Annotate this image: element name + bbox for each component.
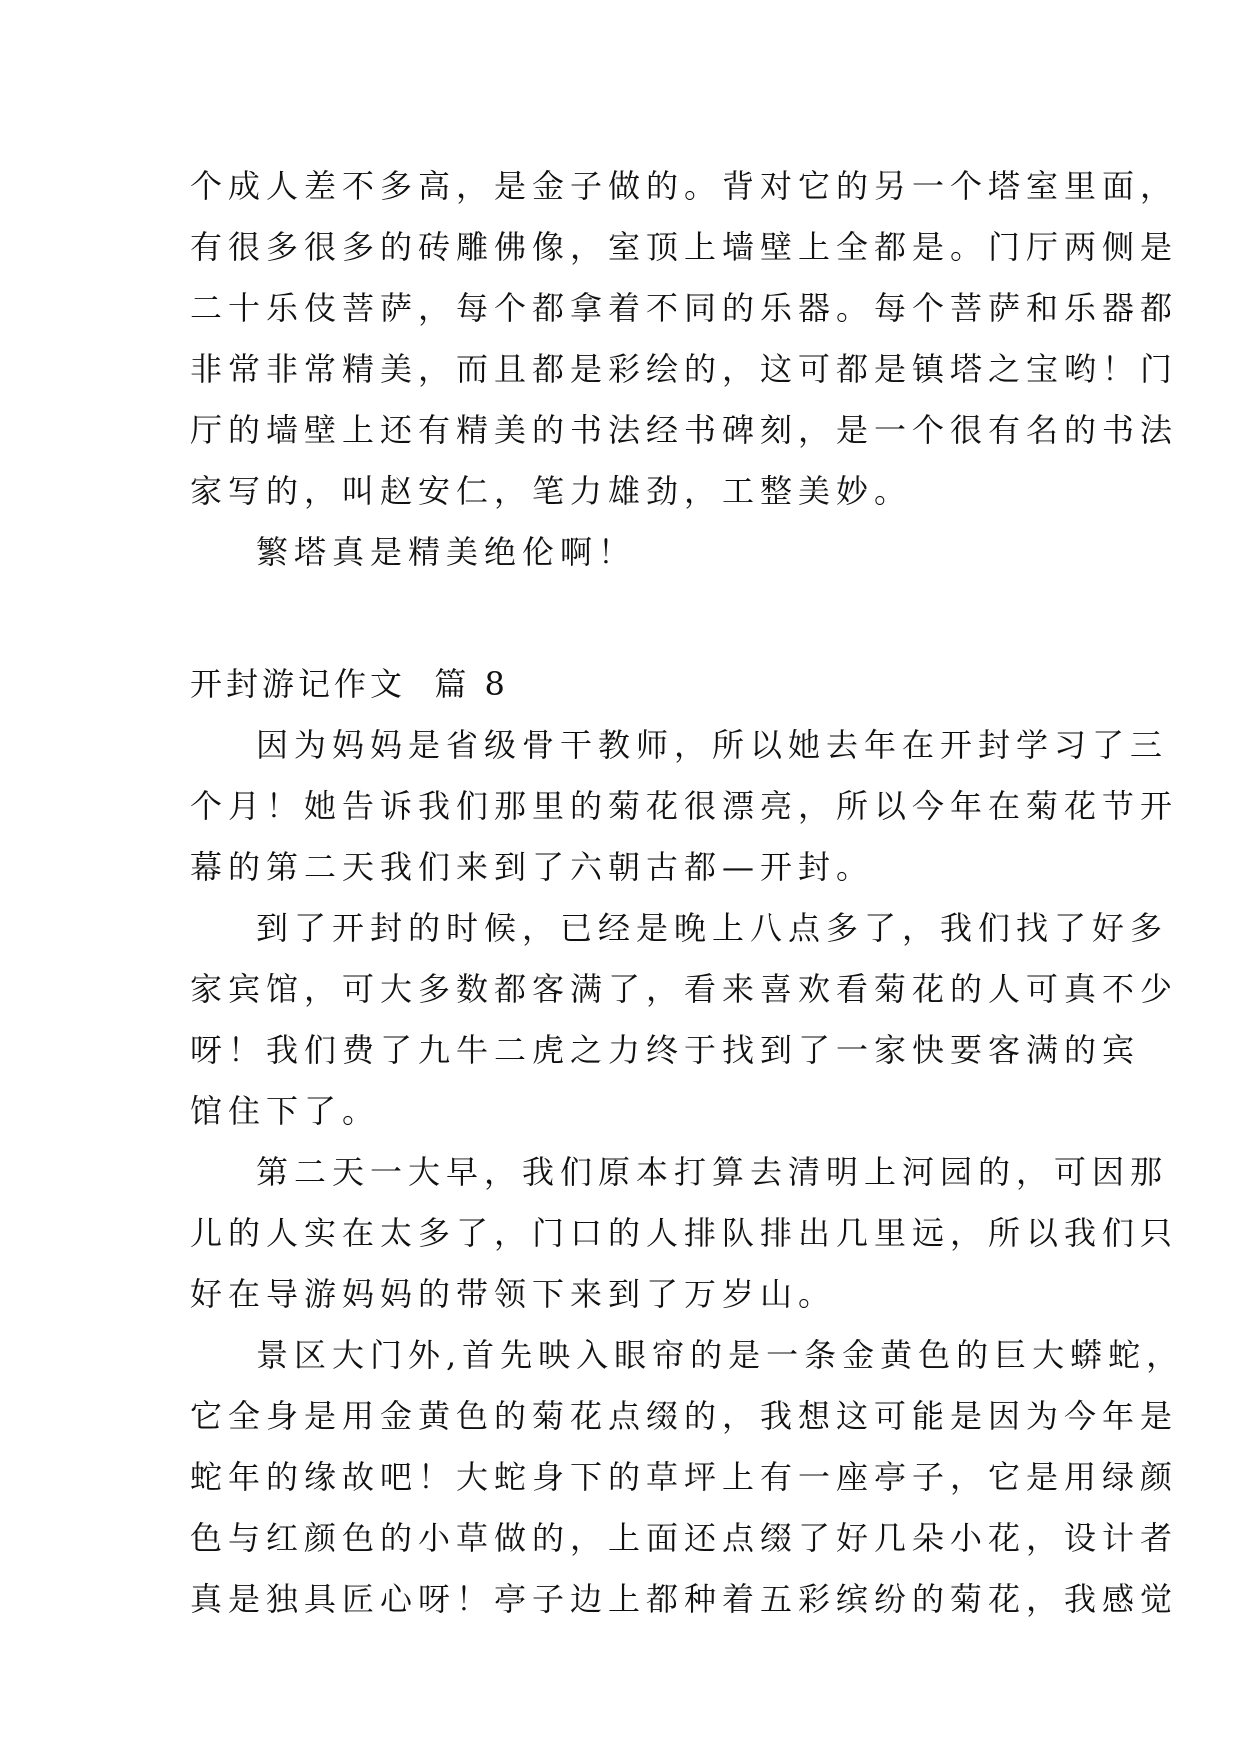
- text-line: 厅的墙壁上还有精美的书法经书碑刻，是一个很有名的书法: [190, 411, 1179, 449]
- text-line: 二十乐伎菩萨，每个都拿着不同的乐器。每个菩萨和乐器都: [190, 289, 1179, 327]
- text-line: 有很多很多的砖雕佛像，室顶上墙壁上全都是。门厅两侧是: [190, 228, 1179, 266]
- paragraph-3: [190, 1142, 1179, 1325]
- text-line: 儿的人实在太多了，门口的人排队排出几里远，所以我们只: [190, 1214, 1179, 1252]
- text-line: 呀！我们费了九牛二虎之力终于找到了一家快要客满的宾: [190, 1031, 1141, 1069]
- text-line: 因为妈妈是省级骨干教师，所以她去年在开封学习了三: [256, 726, 1169, 764]
- text-line: 色与红颜色的小草做的，上面还点缀了好几朵小花，设计者: [190, 1519, 1179, 1557]
- text-line: 到了开封的时候，已经是晚上八点多了，我们找了好多: [256, 909, 1169, 947]
- text-line: 景区大门外,首先映入眼帘的是一条金黄色的巨大蟒蛇，: [256, 1336, 1185, 1374]
- text-line: 家宾馆，可大多数都客满了，看来喜欢看菊花的人可真不少: [190, 970, 1179, 1008]
- section-title: 开封游记作文 篇 8: [190, 665, 509, 703]
- text-line: 家写的，叫赵安仁，笔力雄劲，工整美妙。: [190, 472, 913, 510]
- text-line: 幕的第二天我们来到了六朝古都—开封。: [190, 848, 875, 886]
- paragraph-2: [190, 898, 1179, 1142]
- paragraph-4: [190, 1325, 1185, 1630]
- document-body: [190, 156, 1185, 1630]
- text-line: 好在导游妈妈的带领下来到了万岁山。: [190, 1275, 837, 1313]
- text-line: 蛇年的缘故吧！大蛇身下的草坪上有一座亭子，它是用绿颜: [190, 1458, 1179, 1496]
- text-line: 个成人差不多高，是金子做的。背对它的另一个塔室里面，: [190, 167, 1179, 205]
- text-line: 非常非常精美，而且都是彩绘的，这可都是镇塔之宝哟！门: [190, 350, 1179, 388]
- text-line: 繁塔真是精美绝伦啊！: [256, 533, 637, 571]
- text-line: 个月！她告诉我们那里的菊花很漂亮，所以今年在菊花节开: [190, 787, 1179, 825]
- text-line: 它全身是用金黄色的菊花点缀的，我想这可能是因为今年是: [190, 1397, 1179, 1435]
- text-line: 第二天一大早，我们原本打算去清明上河园的，可因那: [256, 1153, 1169, 1191]
- paragraph-1: [190, 715, 1179, 898]
- paragraph-closing: [190, 522, 1058, 583]
- text-line: 馆住下了。: [190, 1092, 381, 1130]
- paragraph-continued: [190, 156, 1179, 522]
- text-line: 真是独具匠心呀！亭子边上都种着五彩缤纷的菊花，我感觉: [190, 1580, 1179, 1618]
- section-spacer: [190, 583, 1058, 654]
